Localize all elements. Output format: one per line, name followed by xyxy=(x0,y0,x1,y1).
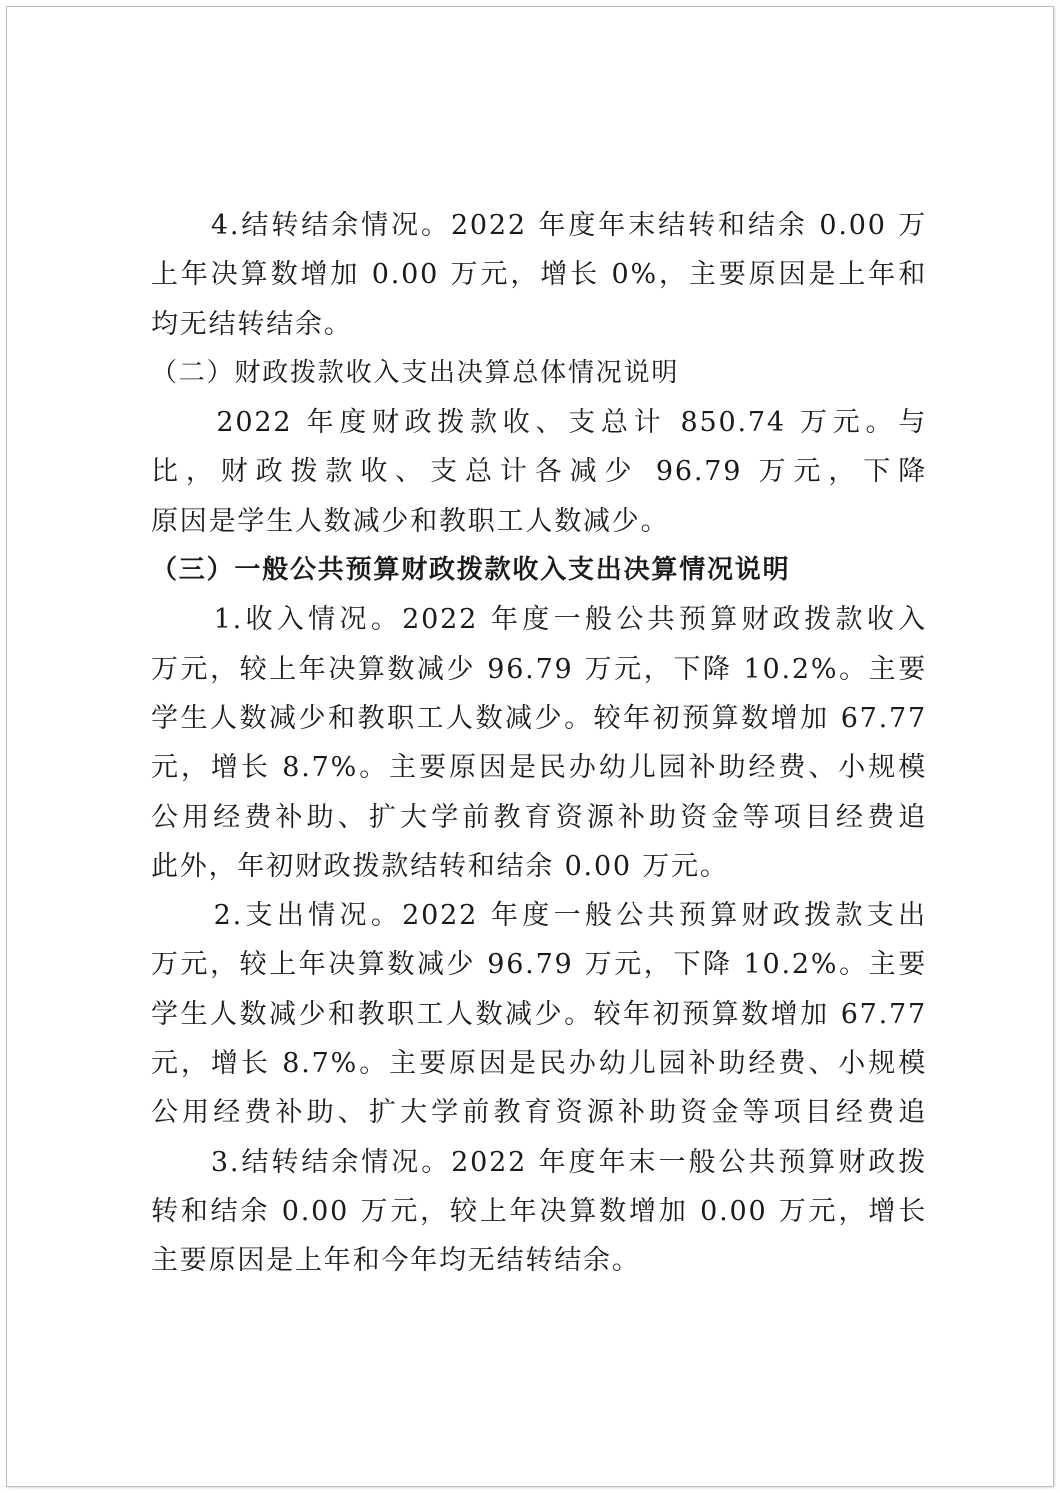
text-line: 此外，年初财政拨款结转和结余 0.00 万元。 xyxy=(151,850,729,882)
text-line: 转和结余 0.00 万元，较上年决算数增加 0.00 万元，增长 xyxy=(151,1195,927,1227)
text-line: 万元，较上年决算数减少 96.79 万元，下降 10.2%。主要 xyxy=(151,653,927,685)
text-line: 主要原因是上年和今年均无结转结余。 xyxy=(151,1245,641,1277)
text-line: 元，增长 8.7%。主要原因是民办幼儿园补助经费、小规模 xyxy=(151,752,927,784)
text-line: 1.收入情况。2022 年度一般公共预算财政拨款收入 xyxy=(213,604,927,636)
text-line: 上年决算数增加 0.00 万元，增长 0%，主要原因是上年和 xyxy=(151,259,927,291)
text-line: 3.结转结余情况。2022 年度年末一般公共预算财政拨 xyxy=(210,1146,927,1178)
text-line: 原因是学生人数减少和教职工人数减少。 xyxy=(151,505,670,537)
text-line: 4.结转结余情况。2022 年度年末结转和结余 0.00 万 xyxy=(210,210,927,241)
section-heading: （二）财政拨款收入支出决算总体情况说明 xyxy=(151,357,680,388)
text-line: 元，增长 8.7%。主要原因是民办幼儿园补助经费、小规模 xyxy=(151,1048,927,1080)
text-line: 均无结转结余。 xyxy=(151,308,353,340)
text-line: 2022 年度财政拨款收、支总计 850.74 万元。与 xyxy=(216,407,927,439)
text-line: 2.支出情况。2022 年度一般公共预算财政拨款支出 xyxy=(213,900,927,932)
document-body xyxy=(151,201,927,1286)
text-line: 公用经费补助、扩大学前教育资源补助资金等项目经费追 xyxy=(151,1097,927,1129)
text-line: 学生人数减少和教职工人数减少。较年初预算数增加 67.77 xyxy=(151,702,927,734)
document-page xyxy=(6,6,1054,1487)
text-line: 学生人数减少和教职工人数减少。较年初预算数增加 67.77 xyxy=(151,998,927,1030)
text-line: 比，财政拨款收、支总计各减少 96.79 万元，下降 xyxy=(151,456,927,488)
section-heading: （三）一般公共预算财政拨款收入支出决算情况说明 xyxy=(151,555,791,586)
text-line: 公用经费补助、扩大学前教育资源补助资金等项目经费追 xyxy=(151,801,927,833)
text-line: 万元，较上年决算数减少 96.79 万元，下降 10.2%。主要 xyxy=(151,949,927,981)
